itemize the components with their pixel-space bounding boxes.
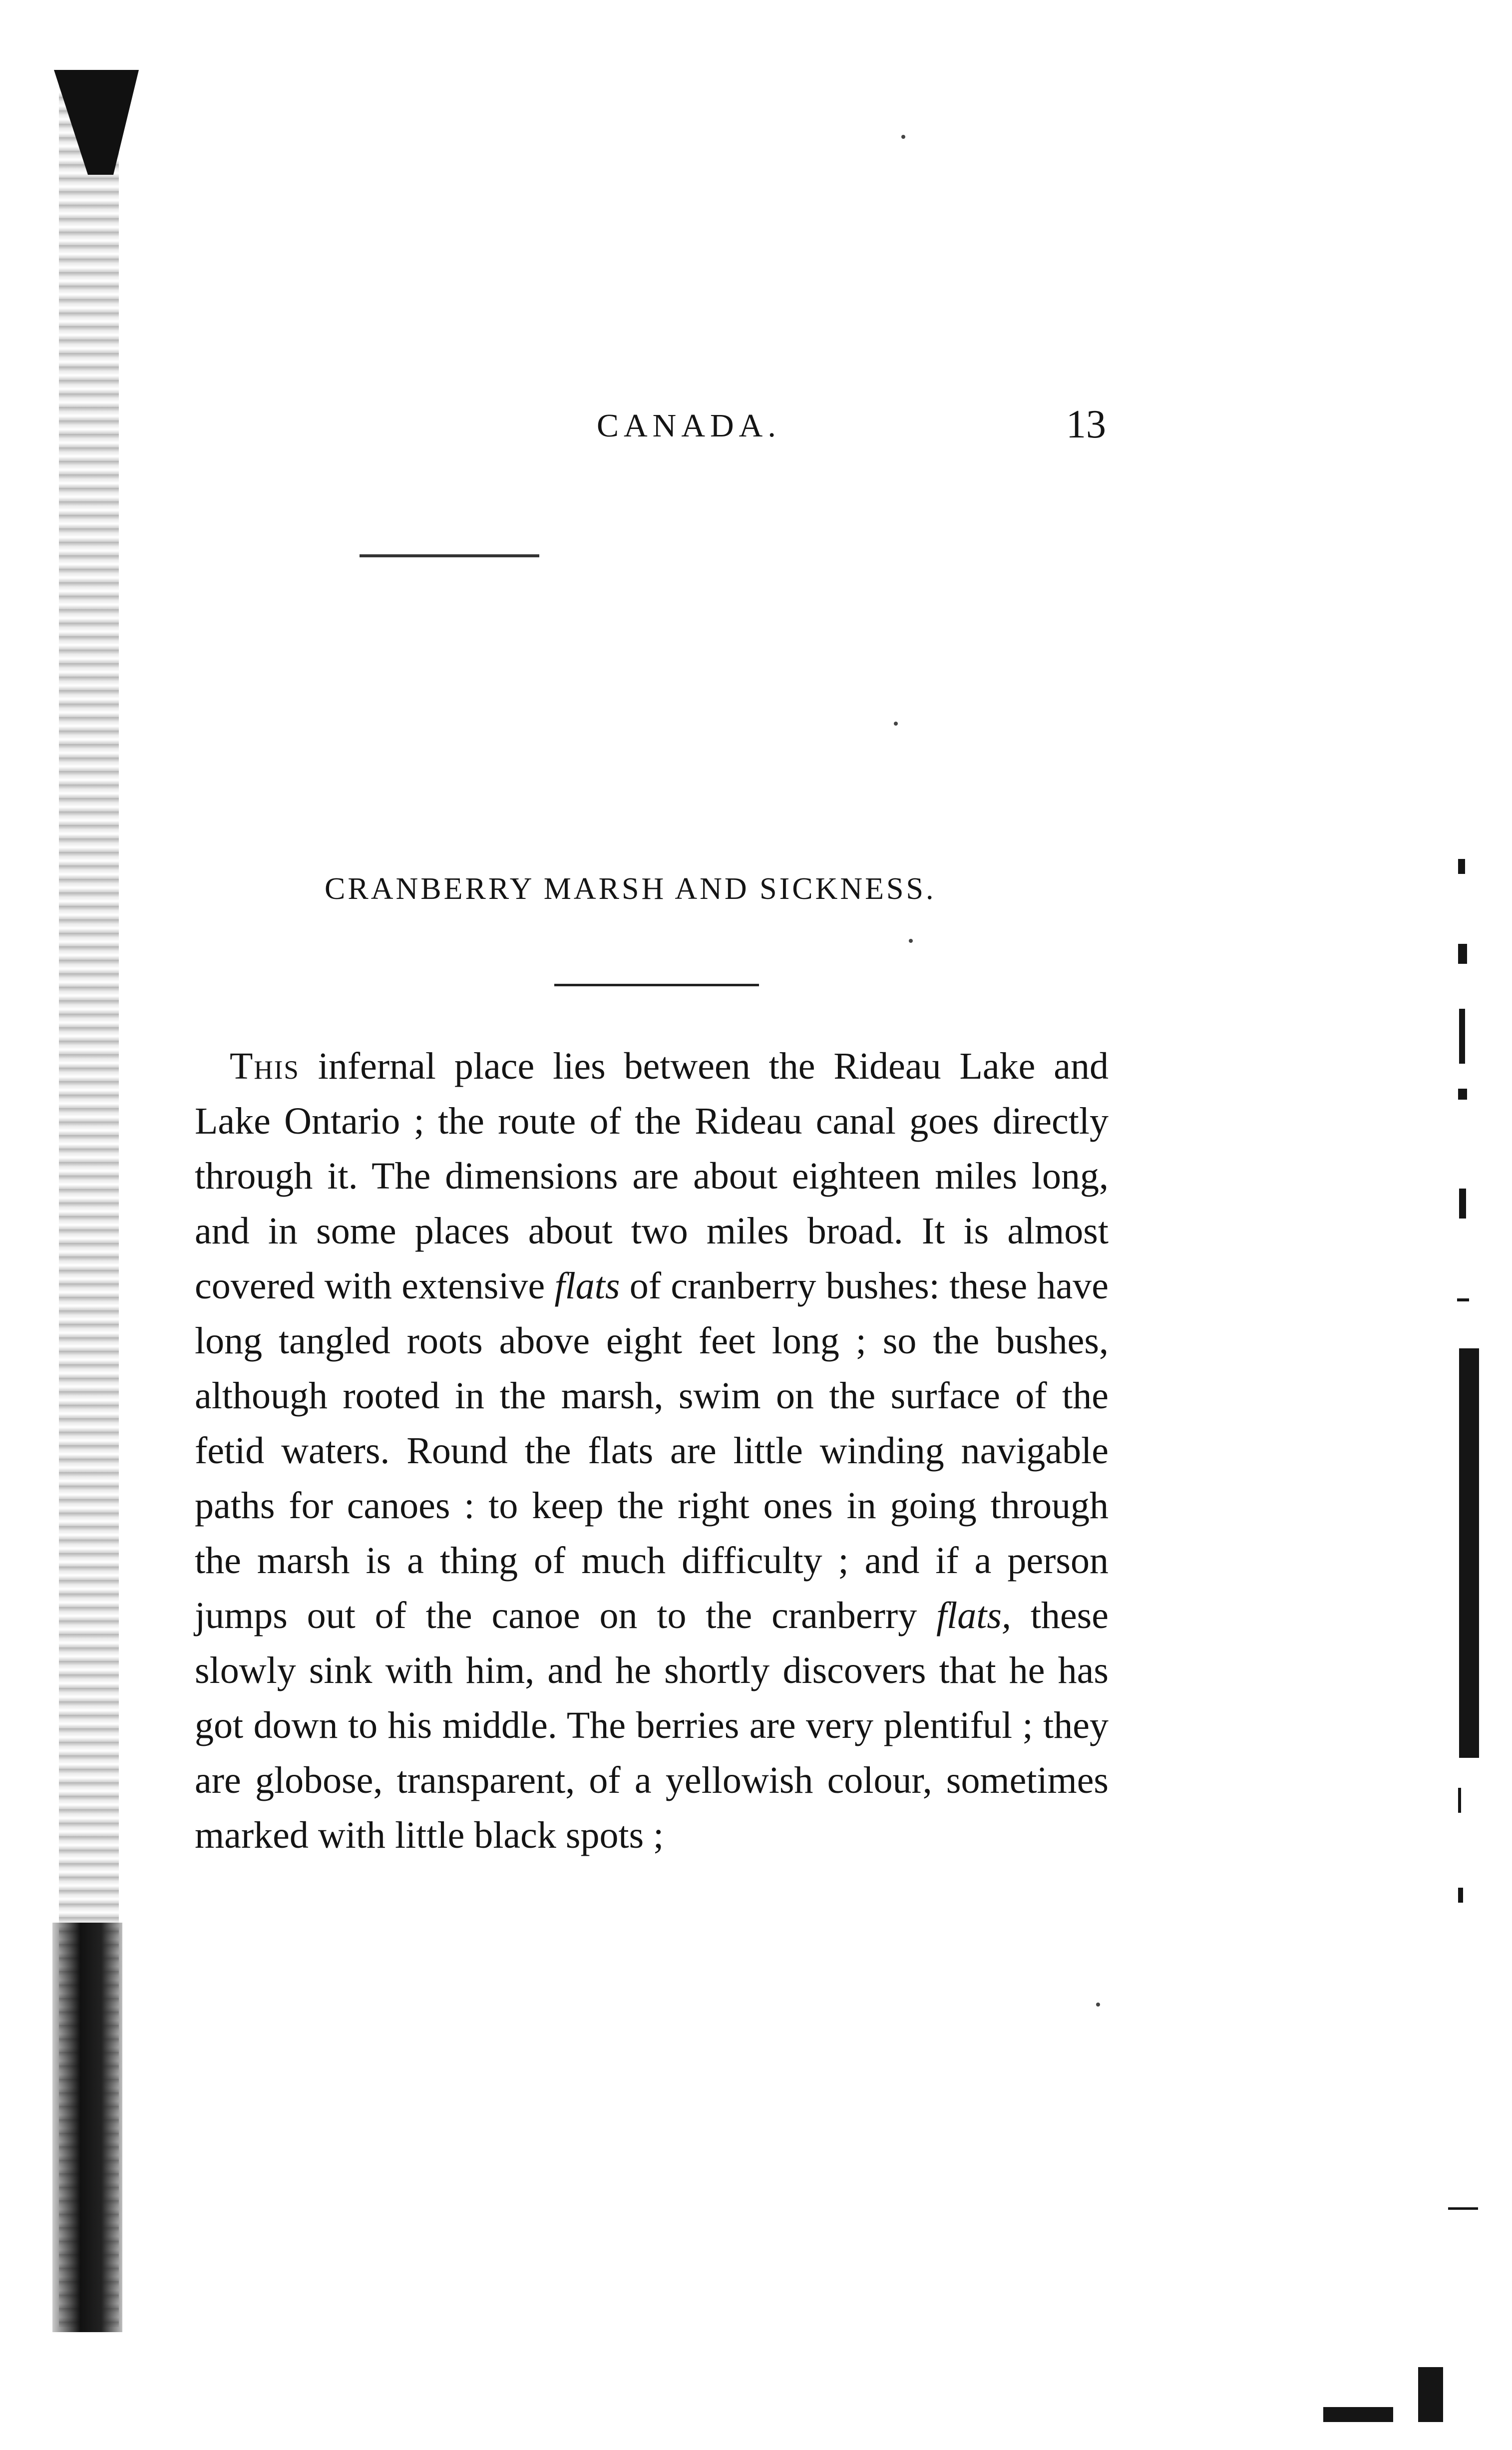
scan-right-edge-marks: [1448, 849, 1478, 2347]
italic-term: flats,: [936, 1595, 1011, 1636]
section-title: CRANBERRY MARSH AND SICKNESS.: [325, 872, 936, 906]
paragraph: [195, 1039, 1109, 1863]
scan-mark: [1458, 944, 1467, 964]
scan-mark: [1458, 1888, 1463, 1903]
header-rule: [360, 554, 539, 557]
scan-speck: [1096, 2003, 1100, 2007]
scan-mark: [1448, 2207, 1478, 2210]
scan-speck: [909, 939, 913, 943]
scan-mark: [1458, 859, 1465, 874]
paragraph-text: infernal place lies between the Rideau Lake and Lake Ontario ; the route of the Rideau canal goes directly through it. The dimensions are about eighteen miles long, and in some places about two miles broad. It is almost covered with extensive: [195, 1045, 1109, 1307]
scan-mark: [1458, 1089, 1467, 1100]
scan-speck: [901, 135, 905, 139]
scan-speck: [894, 722, 898, 726]
scan-corner-mark: [1323, 2407, 1393, 2422]
paragraph-text: these slowly sink with him, and he shortly discovers that he has got down to his middle. The berries are very plentiful ; they are globose, transparent, of a yellowish colour, sometimes marked with little black spots ;: [195, 1595, 1109, 1856]
page-number: 13: [1066, 403, 1106, 446]
scan-mark: [1459, 1189, 1466, 1219]
scan-mark: [1457, 1298, 1469, 1301]
paragraph-lead-word: This: [230, 1045, 300, 1087]
scan-mark-bar: [1459, 1348, 1479, 1758]
scan-mark: [1458, 1788, 1461, 1813]
scan-corner-mark: [1418, 2367, 1443, 2422]
running-head: CANADA.: [597, 408, 781, 444]
italic-term: flats: [554, 1265, 620, 1307]
section-divider: [554, 984, 759, 986]
scan-gutter-bottom-mark: [52, 1923, 122, 2332]
paragraph-text: of cranberry bushes: these have long tangled roots above eight feet long ; so the bushes, although rooted in the marsh, swim on the surface of the fetid waters. Round the flats are little winding navigable paths for canoes : to keep the right ones in going through the marsh is a thing of much difficulty ; and if a person jumps out of the canoe on to the cranberry: [195, 1265, 1109, 1636]
body-text: [195, 1039, 1109, 1863]
scan-mark: [1459, 1009, 1465, 1064]
